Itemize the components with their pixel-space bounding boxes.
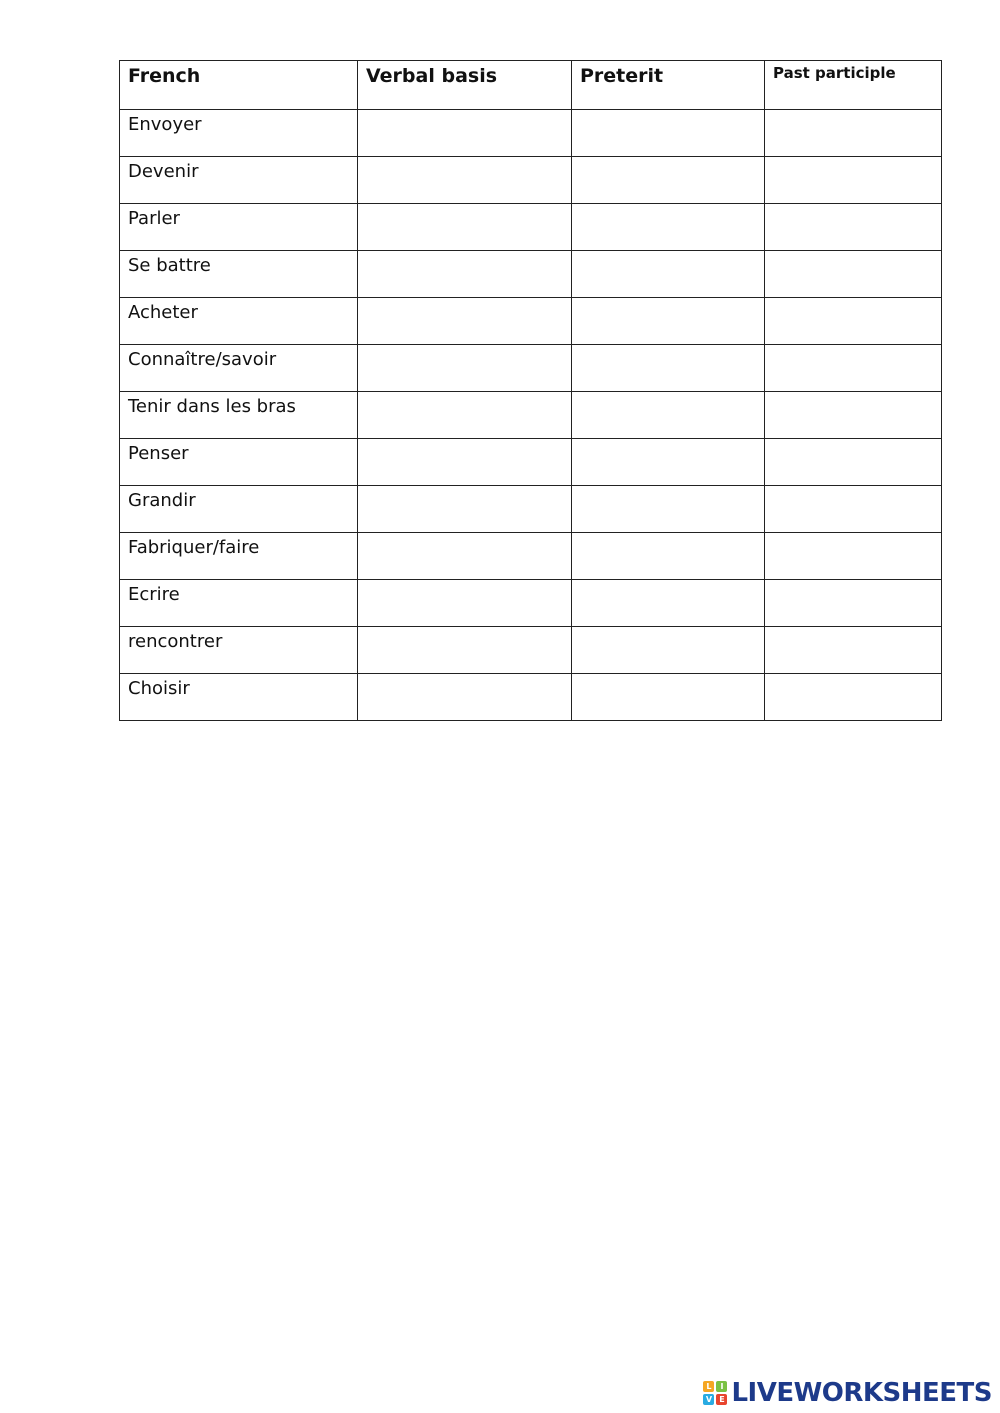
preterit-answer-cell[interactable] [572,627,765,674]
verbal-basis-answer-cell[interactable] [358,204,572,251]
verb-table [119,60,942,721]
liveworksheets-wordmark: LIVEWORKSHEETS [731,1378,992,1408]
past-participle-answer-cell[interactable] [765,204,942,251]
french-verb-cell: Devenir [120,157,358,204]
french-verb-cell: Tenir dans les bras [120,392,358,439]
french-verb-cell: Acheter [120,298,358,345]
past-participle-answer-cell[interactable] [765,533,942,580]
verbal-basis-answer-cell[interactable] [358,627,572,674]
table-header-row [120,61,942,110]
past-participle-answer-cell[interactable] [765,486,942,533]
preterit-answer-cell[interactable] [572,486,765,533]
past-participle-answer-cell[interactable] [765,251,942,298]
french-verb-cell: Connaître/savoir [120,345,358,392]
preterit-answer-cell[interactable] [572,298,765,345]
french-verb-cell: Parler [120,204,358,251]
verbal-basis-answer-cell[interactable] [358,157,572,204]
past-participle-answer-cell[interactable] [765,580,942,627]
header-french: French [120,61,358,110]
table-row [120,580,942,627]
header-past-participle: Past participle [765,61,942,110]
verbal-basis-answer-cell[interactable] [358,298,572,345]
table-row [120,392,942,439]
verbal-basis-answer-cell[interactable] [358,580,572,627]
past-participle-answer-cell[interactable] [765,298,942,345]
table-row [120,251,942,298]
verbal-basis-answer-cell[interactable] [358,533,572,580]
table-row [120,345,942,392]
table-row [120,298,942,345]
past-participle-answer-cell[interactable] [765,674,942,721]
header-preterit: Preterit [572,61,765,110]
preterit-answer-cell[interactable] [572,580,765,627]
table-row [120,439,942,486]
header-verbal-basis: Verbal basis [358,61,572,110]
table-row [120,486,942,533]
french-verb-cell: Choisir [120,674,358,721]
past-participle-answer-cell[interactable] [765,627,942,674]
preterit-answer-cell[interactable] [572,439,765,486]
past-participle-answer-cell[interactable] [765,157,942,204]
preterit-answer-cell[interactable] [572,110,765,157]
verbal-basis-answer-cell[interactable] [358,486,572,533]
preterit-answer-cell[interactable] [572,392,765,439]
table-body [120,110,942,721]
logo-tile-e: E [716,1394,727,1405]
french-verb-cell: Se battre [120,251,358,298]
preterit-answer-cell[interactable] [572,345,765,392]
past-participle-answer-cell[interactable] [765,392,942,439]
verbal-basis-answer-cell[interactable] [358,392,572,439]
table-row [120,157,942,204]
french-verb-cell: Envoyer [120,110,358,157]
french-verb-cell: rencontrer [120,627,358,674]
logo-tile-i: I [716,1381,727,1392]
verbal-basis-answer-cell[interactable] [358,251,572,298]
preterit-answer-cell[interactable] [572,204,765,251]
preterit-answer-cell[interactable] [572,674,765,721]
preterit-answer-cell[interactable] [572,251,765,298]
past-participle-answer-cell[interactable] [765,439,942,486]
preterit-answer-cell[interactable] [572,157,765,204]
table-row [120,204,942,251]
french-verb-cell: Fabriquer/faire [120,533,358,580]
french-verb-cell: Ecrire [120,580,358,627]
verbal-basis-answer-cell[interactable] [358,345,572,392]
french-verb-cell: Grandir [120,486,358,533]
logo-tile-v: V [703,1394,714,1405]
preterit-answer-cell[interactable] [572,533,765,580]
liveworksheets-brand [703,1378,992,1408]
table-row [120,627,942,674]
table-row [120,533,942,580]
liveworksheets-logo-icon [703,1381,727,1405]
verbal-basis-answer-cell[interactable] [358,110,572,157]
table-row [120,110,942,157]
past-participle-answer-cell[interactable] [765,110,942,157]
past-participle-answer-cell[interactable] [765,345,942,392]
logo-tile-l: L [703,1381,714,1392]
verbal-basis-answer-cell[interactable] [358,439,572,486]
french-verb-cell: Penser [120,439,358,486]
verbal-basis-answer-cell[interactable] [358,674,572,721]
table-row [120,674,942,721]
